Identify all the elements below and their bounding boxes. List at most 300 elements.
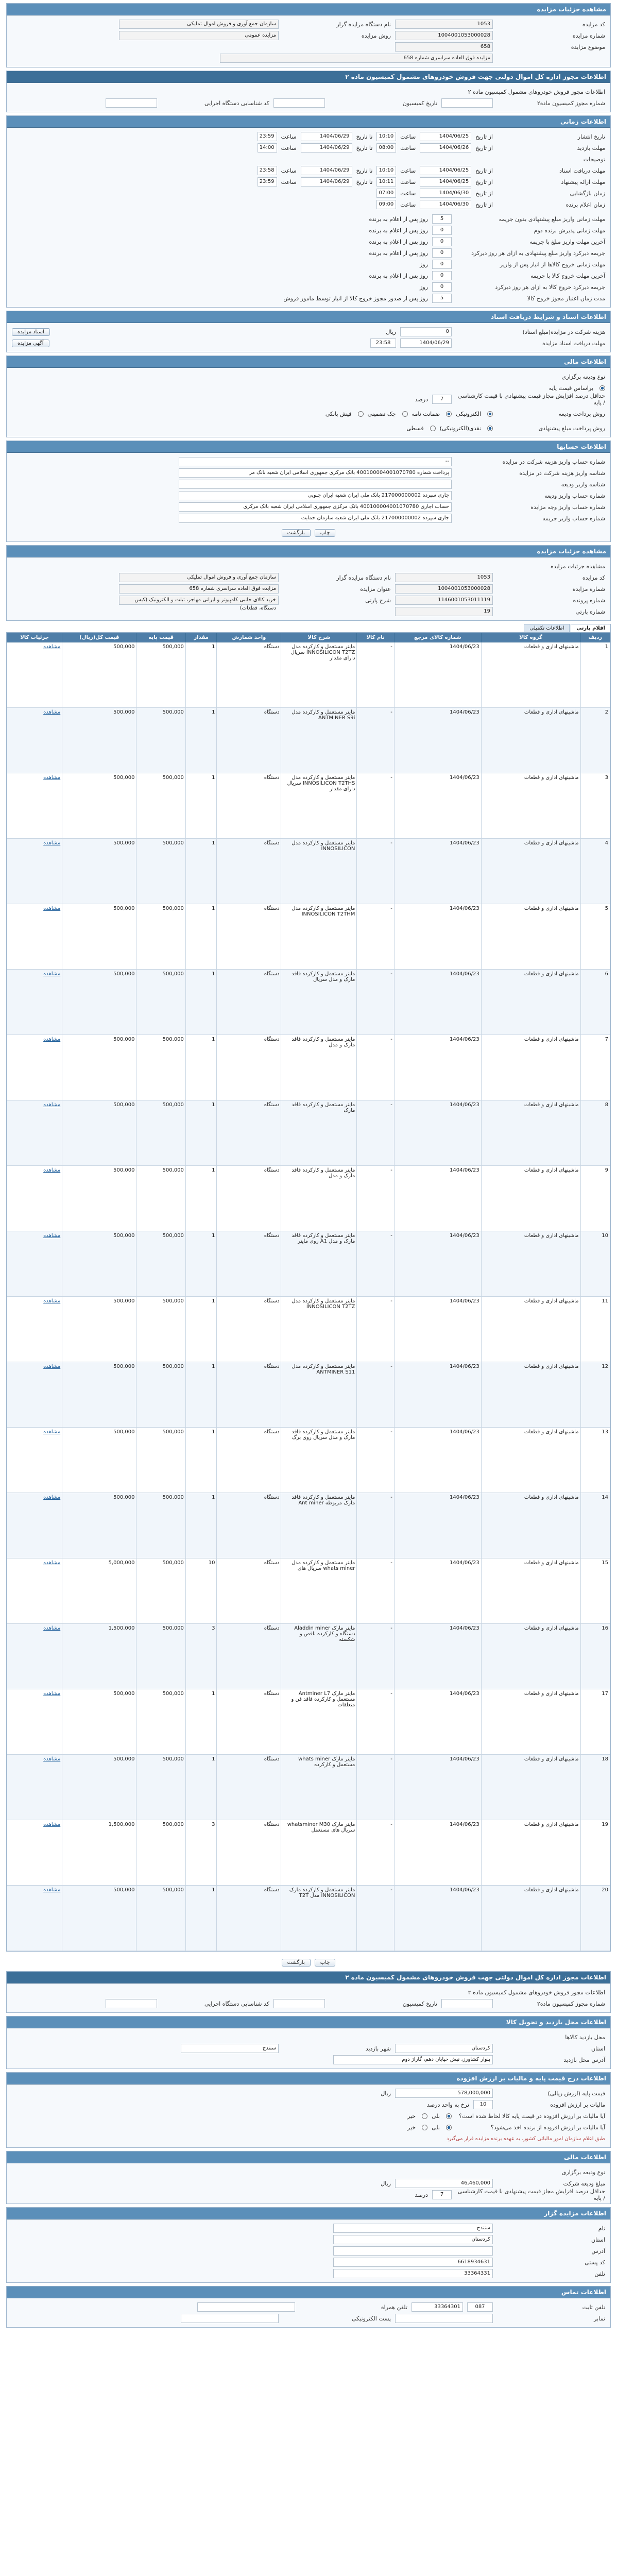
payment-check-label: چک تضمینی — [367, 410, 396, 417]
table-cell: 1404/06/23 — [394, 1820, 481, 1886]
table-cell: ماینر مستعمل و کارکرده مدل ANTMINER S9i — [281, 708, 357, 773]
view-details-link[interactable]: مشاهده — [7, 708, 62, 773]
province-field: کردستان — [395, 2044, 493, 2053]
commission-date-field — [273, 98, 325, 108]
rule-text: روز پس از اعلام به برنده — [369, 249, 428, 257]
bottom-guarantee-field: 46,460,000 — [395, 2179, 493, 2188]
view-details-link[interactable]: مشاهده — [7, 1493, 62, 1558]
view-details-link[interactable]: مشاهده — [7, 1166, 62, 1231]
auction-notice-button[interactable]: آگهی مزایده — [12, 340, 49, 347]
device-code-label: کد شناسایی دستگاه اجرایی — [204, 99, 269, 107]
min-inc-unit: درصد — [415, 396, 428, 403]
summary-title: مشاهده جزئیات مزایده — [7, 546, 610, 557]
print-button[interactable]: چاپ — [315, 529, 336, 537]
table-cell: 1 — [185, 1362, 217, 1428]
table-row — [7, 1035, 610, 1100]
summary-sub: مشاهده جزئیات مزایده — [551, 563, 605, 570]
table-cell: ماینر مستعمل و کارکرده مدل INNOSILICON T2THS سریال دارای مقدار — [281, 773, 357, 839]
payment-electronic-radio[interactable] — [487, 411, 493, 417]
rule-text: روز پس از اعلام به برنده — [369, 238, 428, 245]
account-value: پرداخت شماره 400100004001070780 بانک مرکزی جمهوری اسلامی ایران شعبه بانک مر — [179, 468, 452, 478]
table-cell: دستگاه — [217, 1755, 281, 1820]
permit-panel — [6, 71, 611, 112]
email-label: پست الکترونیکی — [352, 2315, 391, 2322]
table-cell: 500,000 — [62, 1166, 136, 1231]
table-cell: 500,000 — [136, 1035, 185, 1100]
payment-method-label: روش پرداخت ودیعه — [558, 410, 605, 417]
timing-row — [12, 142, 605, 154]
table-cell: 1,500,000 — [62, 1624, 136, 1689]
table-cell: ماینر مستعمل و کارکرده مدل ANTMINER S11 — [281, 1362, 357, 1428]
table-cell: 1 — [185, 642, 217, 708]
table-cell: - — [357, 1035, 395, 1100]
bottom-permit-panel — [6, 1971, 611, 2013]
table-cell: دستگاه — [217, 1100, 281, 1166]
holder-field-label: آدرس — [591, 2247, 605, 2255]
items-tabs — [6, 624, 611, 632]
table-cell: دستگاه — [217, 1035, 281, 1100]
table-cell: ماشینهای اداری و قطعات — [481, 1820, 580, 1886]
view-details-link[interactable]: مشاهده — [7, 1755, 62, 1820]
table-cell: دستگاه — [217, 970, 281, 1035]
timing-row — [12, 165, 605, 176]
column-header: واحد شمارش — [217, 633, 281, 642]
table-cell: ماشینهای اداری و قطعات — [481, 708, 580, 773]
summary-item-no-label: شماره پارتی — [575, 608, 605, 615]
table-cell: 500,000 — [62, 1886, 136, 1951]
time-label: ساعت — [281, 167, 297, 174]
rule-row — [12, 281, 605, 293]
holder-row — [12, 2257, 605, 2268]
table-cell: 1 — [185, 839, 217, 904]
table-cell: - — [357, 1886, 395, 1951]
from-time-field: 10:10 — [376, 132, 396, 141]
table-cell: ماشینهای اداری و قطعات — [481, 970, 580, 1035]
holder-label: نام دستگاه مزایده گزار — [336, 21, 391, 28]
table-cell: - — [357, 1624, 395, 1689]
table-cell: 1404/06/23 — [394, 708, 481, 773]
table-cell: 1 — [185, 904, 217, 970]
table-cell: 1404/06/23 — [394, 1166, 481, 1231]
to-label: تا تاریخ — [356, 167, 373, 174]
from-date-field: 1404/06/25 — [420, 177, 471, 187]
rule-label: مهلت زمانی خروج کالاها از انبار پس از واریز — [500, 261, 605, 268]
timing-panel — [6, 115, 611, 308]
account-value: جاری سپرده 217000000002 بانک ملی ایران شعبه سازمان حمایت — [179, 514, 452, 523]
table-cell: 1404/06/23 — [394, 1035, 481, 1100]
table-cell: دستگاه — [217, 904, 281, 970]
table-cell: ماشینهای اداری و قطعات — [481, 1297, 580, 1362]
table-cell: 13 — [580, 1428, 610, 1493]
auction-docs-button[interactable]: اسناد مزایده — [12, 328, 50, 336]
items-panel — [6, 632, 611, 1952]
back-button[interactable]: بازگشت — [282, 529, 311, 537]
bottom-payment-label: نوع ودیعه برگزاری — [561, 2168, 605, 2176]
table-cell: 1 — [185, 970, 217, 1035]
payment-check-radio[interactable] — [402, 411, 408, 417]
tax-q2-yes-label: بلی — [432, 2124, 440, 2131]
account-value — [179, 480, 452, 489]
tax-q1-no-radio[interactable] — [422, 2113, 427, 2119]
table-cell: 500,000 — [136, 1755, 185, 1820]
table-cell: 1404/06/23 — [394, 1624, 481, 1689]
price-payment-installment-label: قسطی — [406, 425, 424, 432]
docs-panel — [6, 311, 611, 352]
topic-label: موضوع مزایده — [571, 43, 605, 50]
table-row — [7, 773, 610, 839]
table-cell: 500,000 — [136, 1558, 185, 1624]
price-payment-installment-radio[interactable] — [430, 426, 436, 431]
rule-value: 5 — [432, 214, 452, 224]
view-details-link[interactable]: مشاهده — [7, 1886, 62, 1951]
table-cell: دستگاه — [217, 708, 281, 773]
table-row — [7, 1689, 610, 1755]
table-cell: ماینر مارک whats miner مستعمل و کارکرده — [281, 1755, 357, 1820]
view-details-link[interactable]: مشاهده — [7, 1297, 62, 1362]
rule-value: 0 — [432, 260, 452, 269]
rule-label: مهلت زمانی واریز مبلغ پیشنهادی بدون جریمه — [499, 215, 605, 223]
table-row — [7, 1755, 610, 1820]
table-cell: - — [357, 1689, 395, 1755]
table-cell: دستگاه — [217, 773, 281, 839]
table-cell: 19 — [580, 1820, 610, 1886]
to-time-field: 23:59 — [258, 132, 277, 141]
table-cell: - — [357, 839, 395, 904]
table-row — [7, 1558, 610, 1624]
table-cell: 11 — [580, 1297, 610, 1362]
timing-label: مهلت ارائه پیشنهاد — [561, 178, 605, 185]
bottom-back-button[interactable]: بازگشت — [282, 1959, 311, 1967]
table-cell: 500,000 — [136, 1362, 185, 1428]
to-label: تا تاریخ — [356, 133, 373, 140]
table-row — [7, 839, 610, 904]
table-cell: ماشینهای اداری و قطعات — [481, 1493, 580, 1558]
base-price-label: قیمت پایه (ارزش ریالی) — [547, 2090, 605, 2097]
table-cell: 3 — [185, 1624, 217, 1689]
account-row — [12, 456, 605, 467]
summary-topic-field: مزایده فوق العاده سراسری شماره 658 — [119, 584, 279, 594]
holder-field-label: نام — [598, 2225, 605, 2232]
table-cell: 1 — [185, 708, 217, 773]
province-label: استان — [591, 2045, 605, 2052]
summary-item-no-field: 19 — [395, 607, 493, 616]
table-cell: 6 — [580, 970, 610, 1035]
table-cell: 500,000 — [62, 1428, 136, 1493]
summary-desc-label: شرح پارتی — [365, 597, 391, 604]
table-cell: دستگاه — [217, 1820, 281, 1886]
price-type-radio[interactable] — [599, 385, 605, 391]
account-row — [12, 501, 605, 513]
timing-label: تاریخ انتشار — [577, 133, 605, 140]
table-cell: 1404/06/23 — [394, 1428, 481, 1493]
tax-q2-yes-radio[interactable] — [446, 2125, 452, 2130]
table-cell: 500,000 — [136, 1166, 185, 1231]
table-cell: 500,000 — [62, 904, 136, 970]
table-cell: - — [357, 970, 395, 1035]
table-cell: ماینر مستعمل و کارکرده مدل INNOSILICON — [281, 839, 357, 904]
table-row — [7, 1624, 610, 1689]
from-label: از تاریخ — [475, 144, 493, 151]
contact-panel — [6, 2286, 611, 2328]
table-cell: ماشینهای اداری و قطعات — [481, 1362, 580, 1428]
table-cell: 500,000 — [62, 839, 136, 904]
page-root — [6, 3, 611, 2328]
table-cell: 500,000 — [62, 773, 136, 839]
column-header: ردیف — [580, 633, 610, 642]
table-cell: دستگاه — [217, 1362, 281, 1428]
from-label: از تاریخ — [475, 190, 493, 197]
table-cell: 10 — [185, 1558, 217, 1624]
table-cell: دستگاه — [217, 642, 281, 708]
column-header: گروه کالا — [481, 633, 580, 642]
column-header: شماره کالای مرجع — [394, 633, 481, 642]
holder-field-value: 33364331 — [333, 2269, 493, 2278]
view-details-link[interactable]: مشاهده — [7, 839, 62, 904]
location-label: محل بازدید کالاها — [565, 2033, 605, 2041]
bottom-guarantee-label: مبلغ ودیعه شرکت — [563, 2180, 605, 2187]
table-cell: 1404/06/23 — [394, 1493, 481, 1558]
table-cell: 1,500,000 — [62, 1820, 136, 1886]
table-cell: 500,000 — [136, 1297, 185, 1362]
table-cell: دستگاه — [217, 1166, 281, 1231]
bottom-device-code-field — [106, 1999, 157, 2008]
table-cell: 1404/06/23 — [394, 1362, 481, 1428]
to-time-field: 23:59 — [258, 177, 277, 187]
timing-title: اطلاعات زمانی — [7, 116, 610, 128]
table-cell: 1 — [185, 1100, 217, 1166]
table-cell: 500,000 — [136, 904, 185, 970]
view-details-link[interactable]: مشاهده — [7, 970, 62, 1035]
rule-text: روز پس از صدور مجوز خروج کالا از انبار توسط مامور فروش — [283, 295, 428, 302]
from-time-field: 07:00 — [376, 189, 396, 198]
table-cell: 500,000 — [136, 708, 185, 773]
tab-extra-info[interactable]: اطلاعات تکمیلی — [524, 624, 570, 632]
deadline-time-field: 23:58 — [370, 338, 396, 348]
payment-guarantee-label: ضمانت نامه — [412, 410, 440, 417]
rule-value: 0 — [432, 226, 452, 235]
auction-code-field: 1053 — [395, 20, 493, 29]
accounts-title: اطلاعات حسابها — [7, 441, 610, 453]
account-label: شناسه واریز ودیعه — [561, 481, 605, 488]
table-cell: ماینر مستعمل و کارکرده مدل INNOSILICON T2THM — [281, 904, 357, 970]
view-details-link[interactable]: مشاهده — [7, 1362, 62, 1428]
bottom-finance-panel — [6, 2151, 611, 2204]
tax-panel — [6, 2072, 611, 2148]
fax-label: نمابر — [594, 2315, 605, 2322]
holder-title: اطلاعات مزایده گزار — [7, 2208, 610, 2219]
view-details-link[interactable]: مشاهده — [7, 642, 62, 708]
time-label: ساعت — [400, 133, 416, 140]
table-cell: 500,000 — [136, 1689, 185, 1755]
column-header: مقدار — [185, 633, 217, 642]
table-cell: ماشینهای اداری و قطعات — [481, 904, 580, 970]
from-date-field: 1404/06/30 — [420, 189, 471, 198]
timing-label: زمان بازگشایی — [570, 190, 605, 197]
base-price-field: 578,000,000 — [395, 2089, 493, 2098]
holder-row — [12, 2245, 605, 2257]
column-header: جزئیات کالا — [7, 633, 62, 642]
table-cell: - — [357, 1428, 395, 1493]
rule-value: 0 — [432, 271, 452, 280]
table-row — [7, 1100, 610, 1166]
to-time-field: 23:58 — [258, 166, 277, 175]
phone-field: 33364301 — [412, 2302, 463, 2312]
table-cell: 500,000 — [62, 1231, 136, 1297]
tax-q1-no-label: خیر — [407, 2112, 416, 2120]
timing-row — [12, 131, 605, 142]
view-details-link[interactable]: مشاهده — [7, 1035, 62, 1100]
from-label: از تاریخ — [475, 167, 493, 174]
tax-question-1: آیا مالیات بر ارزش افزوده در قیمت پایه کالا لحاظ شده است؟ — [459, 2112, 605, 2120]
table-cell: دستگاه — [217, 1493, 281, 1558]
table-row — [7, 1428, 610, 1493]
table-cell: 500,000 — [62, 1362, 136, 1428]
timing-row — [12, 176, 605, 188]
table-cell: ماینر مستعمل و کارکرده مدل INNOSILICON T2TZ سریال دارای مقدار — [281, 642, 357, 708]
account-row — [12, 513, 605, 524]
timing-row — [12, 188, 605, 199]
device-code-field — [106, 98, 157, 108]
table-cell: 5 — [580, 904, 610, 970]
summary-desc-field: خرید کالای جانبی کامپیوتر و ایرانی مهاجر، تبلت و الکترونیک (کیس دستگاه، قطعات) — [119, 596, 279, 605]
table-cell: 7 — [580, 1035, 610, 1100]
table-cell: 1 — [185, 1035, 217, 1100]
view-details-link[interactable]: مشاهده — [7, 1100, 62, 1166]
view-details-link[interactable]: مشاهده — [7, 1624, 62, 1689]
time-label: ساعت — [400, 190, 416, 197]
table-cell: 3 — [185, 1820, 217, 1886]
table-cell: - — [357, 708, 395, 773]
rule-row — [12, 213, 605, 225]
table-row — [7, 1231, 610, 1297]
rule-label: جریمه دیرکرد واریز مبلغ پیشنهادی به ازای هر روز دیرکرد — [471, 249, 605, 257]
holder-row — [12, 2223, 605, 2234]
mobile-label: تلفن همراه — [381, 2303, 407, 2311]
to-label: تا تاریخ — [356, 178, 373, 185]
rule-label: جریمه دیرکرد خروج کالا به ازای هر روز دیرکرد — [495, 283, 605, 291]
view-details-link[interactable]: مشاهده — [7, 1689, 62, 1755]
account-value: -- — [179, 457, 452, 466]
table-cell: 500,000 — [62, 1035, 136, 1100]
summary-ref-label: شماره پرونده — [573, 597, 605, 604]
table-cell: 1 — [580, 642, 610, 708]
view-details-link[interactable]: مشاهده — [7, 1231, 62, 1297]
tax-field: 10 — [473, 2100, 493, 2109]
to-date-field: 1404/06/29 — [301, 143, 352, 152]
holder-field-value: کردستان — [333, 2235, 493, 2244]
table-cell: 1404/06/23 — [394, 1689, 481, 1755]
table-cell: ماشینهای اداری و قطعات — [481, 1689, 580, 1755]
bottom-guarantee-unit: ریال — [381, 2180, 391, 2187]
price-payment-cash-radio[interactable] — [487, 426, 493, 431]
payment-slip-radio[interactable] — [358, 411, 364, 417]
address-label: آدرس محل بازدید — [563, 2056, 605, 2063]
table-cell: 500,000 — [136, 642, 185, 708]
items-table — [7, 633, 610, 1951]
table-cell: 1 — [185, 1428, 217, 1493]
timing-label: مهلت بازدید — [577, 144, 605, 151]
table-cell: - — [357, 773, 395, 839]
table-cell: دستگاه — [217, 1624, 281, 1689]
tax-q1-yes-radio[interactable] — [446, 2113, 452, 2119]
docs-title: اطلاعات اسناد و شرایط دریافت اسناد — [7, 311, 610, 323]
table-row — [7, 1886, 610, 1951]
bottom-print-button[interactable]: چاپ — [315, 1959, 336, 1967]
view-details-link[interactable]: مشاهده — [7, 773, 62, 839]
account-label: شماره حساب واریز جریمه — [542, 515, 605, 522]
from-label: از تاریخ — [475, 133, 493, 140]
tax-question-2: آیا مالیات بر ارزش افزوده از برنده اخذ می‌شود؟ — [490, 2124, 605, 2131]
table-cell: 500,000 — [136, 970, 185, 1035]
table-cell: دستگاه — [217, 1428, 281, 1493]
account-row — [12, 467, 605, 479]
table-cell: 3 — [580, 773, 610, 839]
holder-field-label: تلفن — [594, 2270, 605, 2277]
location-panel — [6, 2016, 611, 2069]
rule-text: روز — [420, 261, 428, 268]
rule-value: 0 — [432, 282, 452, 292]
rule-text: روز پس از اعلام به برنده — [369, 272, 428, 279]
accounts-panel — [6, 440, 611, 542]
table-cell: ماشینهای اداری و قطعات — [481, 773, 580, 839]
bottom-commission-no-label: شماره مجوز کمیسیون ماده۲ — [537, 2000, 605, 2007]
bottom-commission-date-label: تاریخ کمیسیون — [402, 2000, 437, 2007]
contact-title: اطلاعات تماس — [7, 2286, 610, 2298]
view-details-link[interactable]: مشاهده — [7, 1820, 62, 1886]
table-cell: 1404/06/23 — [394, 1231, 481, 1297]
table-cell: 1404/06/23 — [394, 1558, 481, 1624]
tax-q2-no-radio[interactable] — [422, 2125, 427, 2130]
permit-banner: اطلاعات مجوز اداره کل اموال دولتی جهت فروش خودروهای مشمول کمیسیون ماده ۲ — [7, 71, 610, 83]
deadline-date-field: 1404/06/29 — [400, 338, 452, 348]
table-cell: ماشینهای اداری و قطعات — [481, 1624, 580, 1689]
to-date-field: 1404/06/29 — [301, 166, 352, 175]
table-cell: 1404/06/23 — [394, 773, 481, 839]
table-cell: 1 — [185, 1493, 217, 1558]
table-cell: 500,000 — [136, 1820, 185, 1886]
city-field: سنندج — [181, 2044, 279, 2053]
column-header: شرح کالا — [281, 633, 357, 642]
summary-number-label: شماره مزایده — [572, 585, 605, 592]
table-cell: ماشینهای اداری و قطعات — [481, 1231, 580, 1297]
view-details-link[interactable]: مشاهده — [7, 1428, 62, 1493]
table-cell: 2 — [580, 708, 610, 773]
timing-label: زمان اعلام برنده — [565, 201, 605, 208]
table-cell: 500,000 — [62, 1100, 136, 1166]
summary-holder-label: نام دستگاه مزایده گزار — [336, 574, 391, 581]
to-time-field: 14:00 — [258, 143, 277, 152]
tab-items[interactable]: اقلام پارتی — [571, 624, 611, 632]
payment-guarantee-radio[interactable] — [446, 411, 452, 417]
account-value: جاری سپرده 217000000002 بانک ملی ایران شعبه ایران جنوبی — [179, 491, 452, 500]
tax-title: اطلاعات درج قیمت پایه و مالیات بر ارزش افزوده — [7, 2073, 610, 2084]
table-cell: ماینر مستعمل و کارکرده فاقد مارک و مدل سریال — [281, 970, 357, 1035]
from-date-field: 1404/06/25 — [420, 166, 471, 175]
auction-number-label: شماره مزایده — [572, 32, 605, 39]
holder-field-value: 6618934631 — [333, 2258, 493, 2267]
table-cell: 1404/06/23 — [394, 970, 481, 1035]
table-cell: ماشینهای اداری و قطعات — [481, 1558, 580, 1624]
table-cell: 1 — [185, 1166, 217, 1231]
time-label: ساعت — [281, 133, 297, 140]
table-cell: 1404/06/23 — [394, 839, 481, 904]
table-cell: 1404/06/23 — [394, 1100, 481, 1166]
view-details-link[interactable]: مشاهده — [7, 1558, 62, 1624]
column-header: نام کالا — [357, 633, 395, 642]
table-cell: 10 — [580, 1231, 610, 1297]
view-details-link[interactable]: مشاهده — [7, 904, 62, 970]
table-cell: 500,000 — [62, 642, 136, 708]
